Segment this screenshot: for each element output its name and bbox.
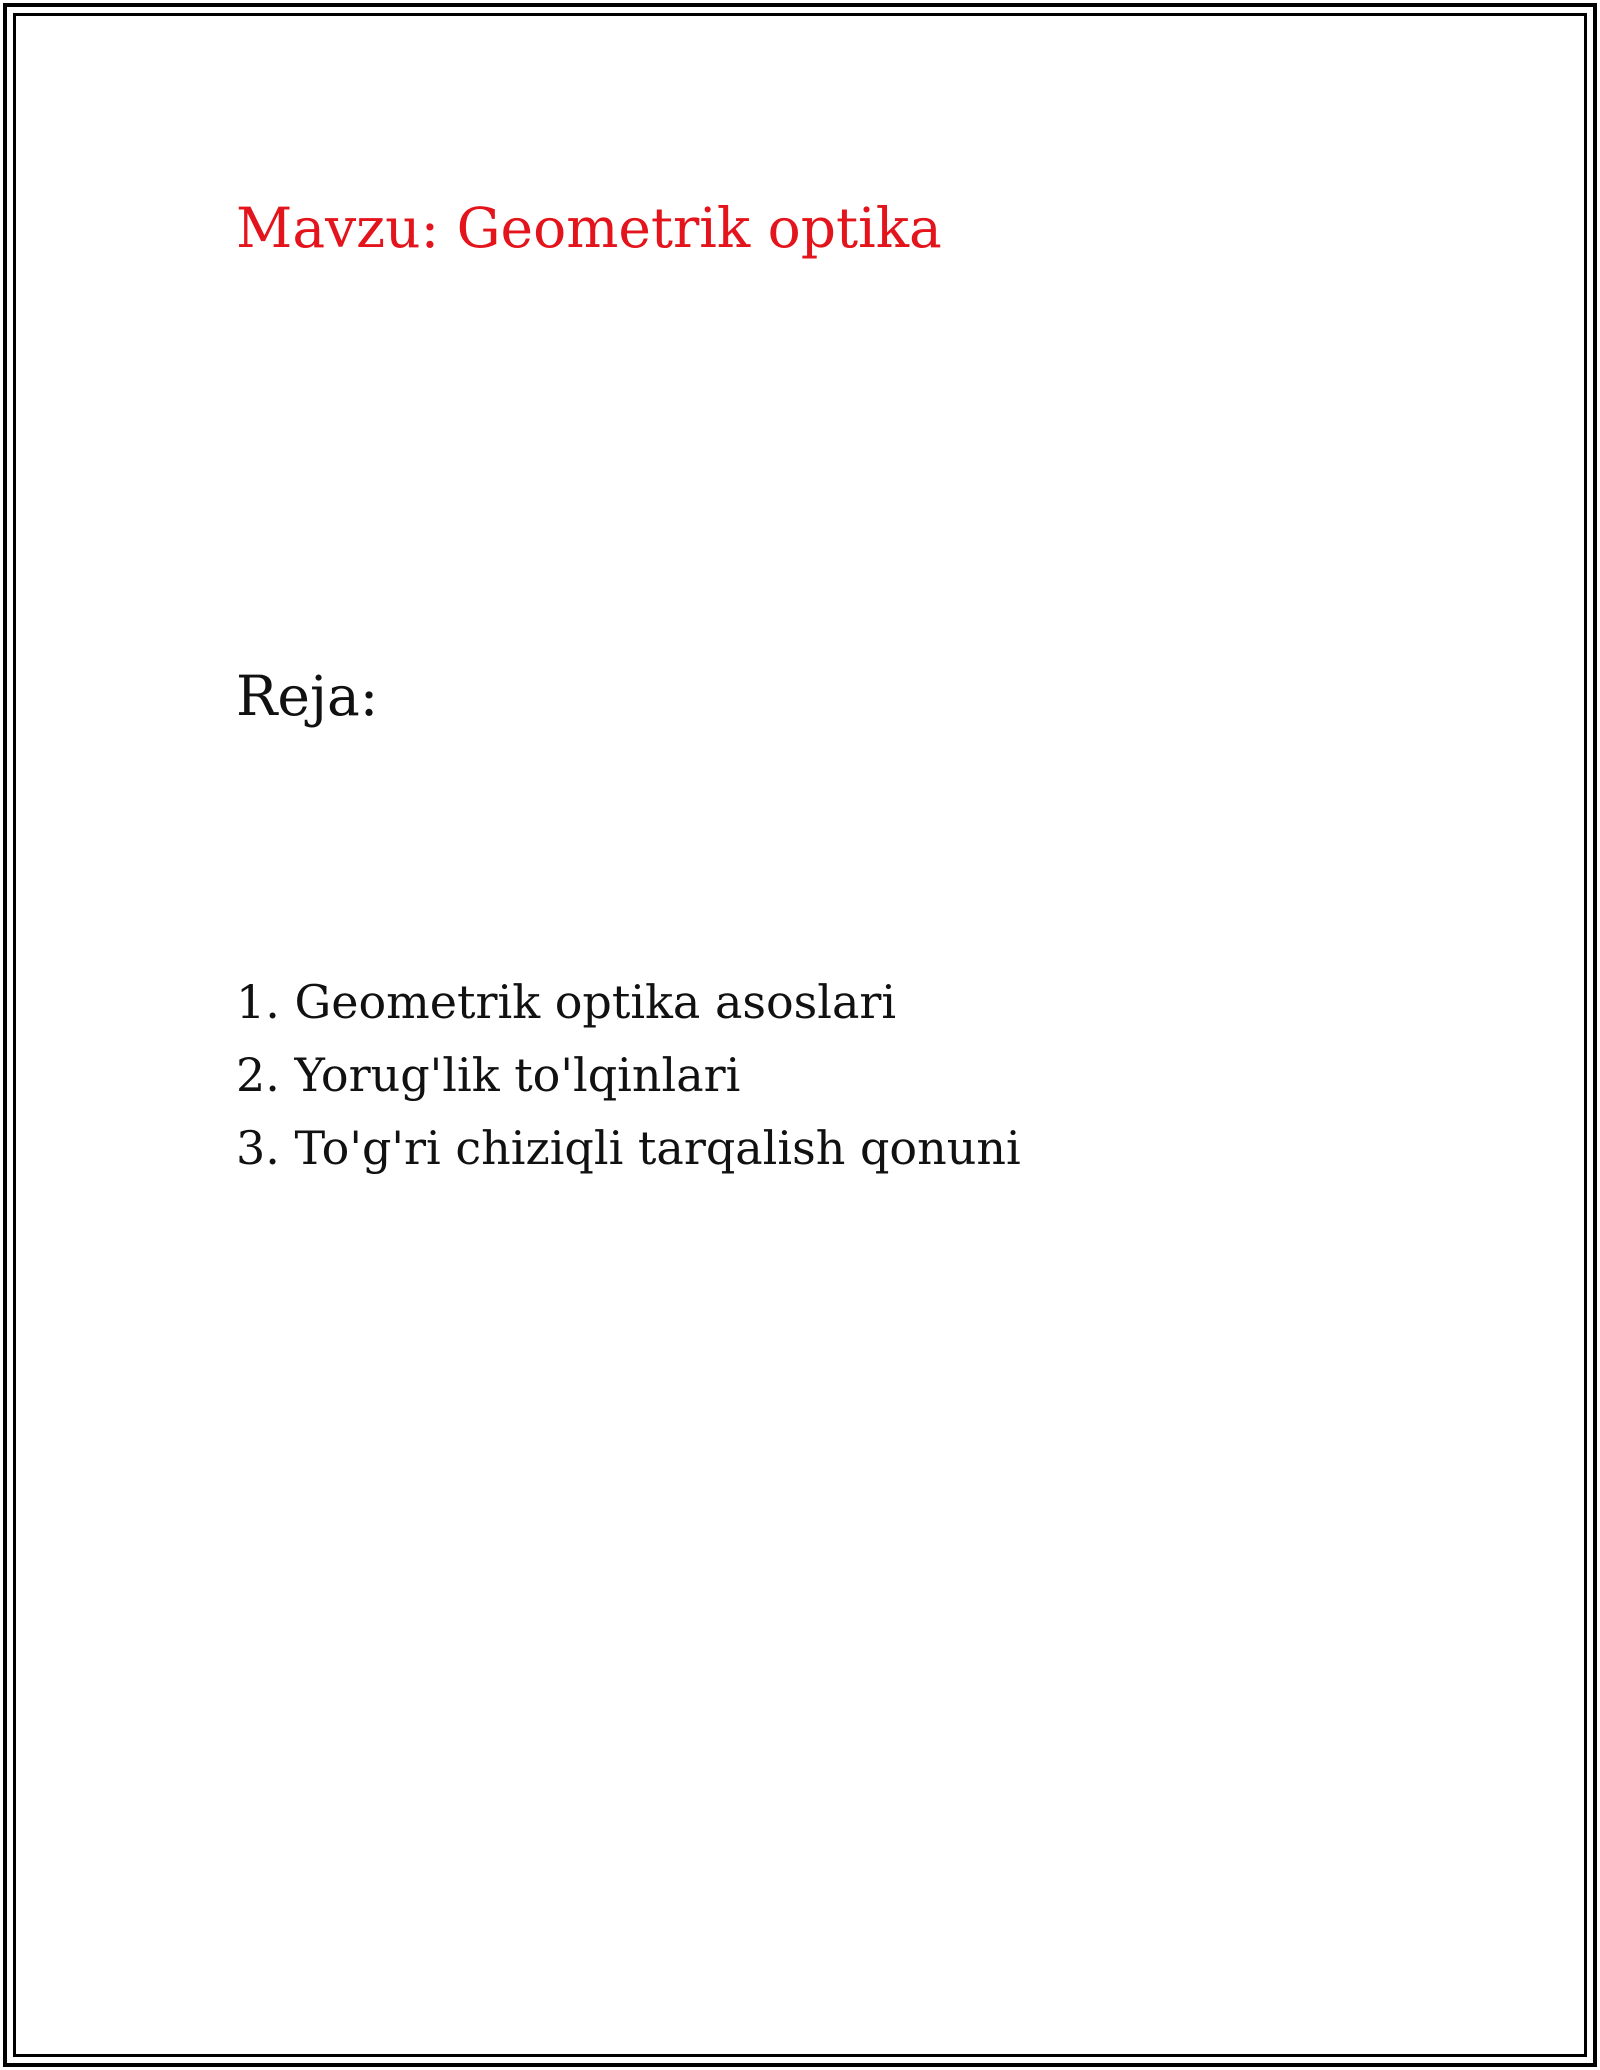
plan-heading: Reja: xyxy=(236,664,379,728)
plan-item-1: 1. Geometrik optika asoslari xyxy=(236,975,897,1029)
page-title: Mavzu: Geometrik optika xyxy=(236,196,942,260)
plan-list xyxy=(236,966,1021,1185)
plan-item-2: 2. Yorug'lik to'lqinlari xyxy=(236,1048,741,1102)
plan-item-3: 3. To'g'ri chiziqli tarqalish qonuni xyxy=(236,1121,1021,1175)
